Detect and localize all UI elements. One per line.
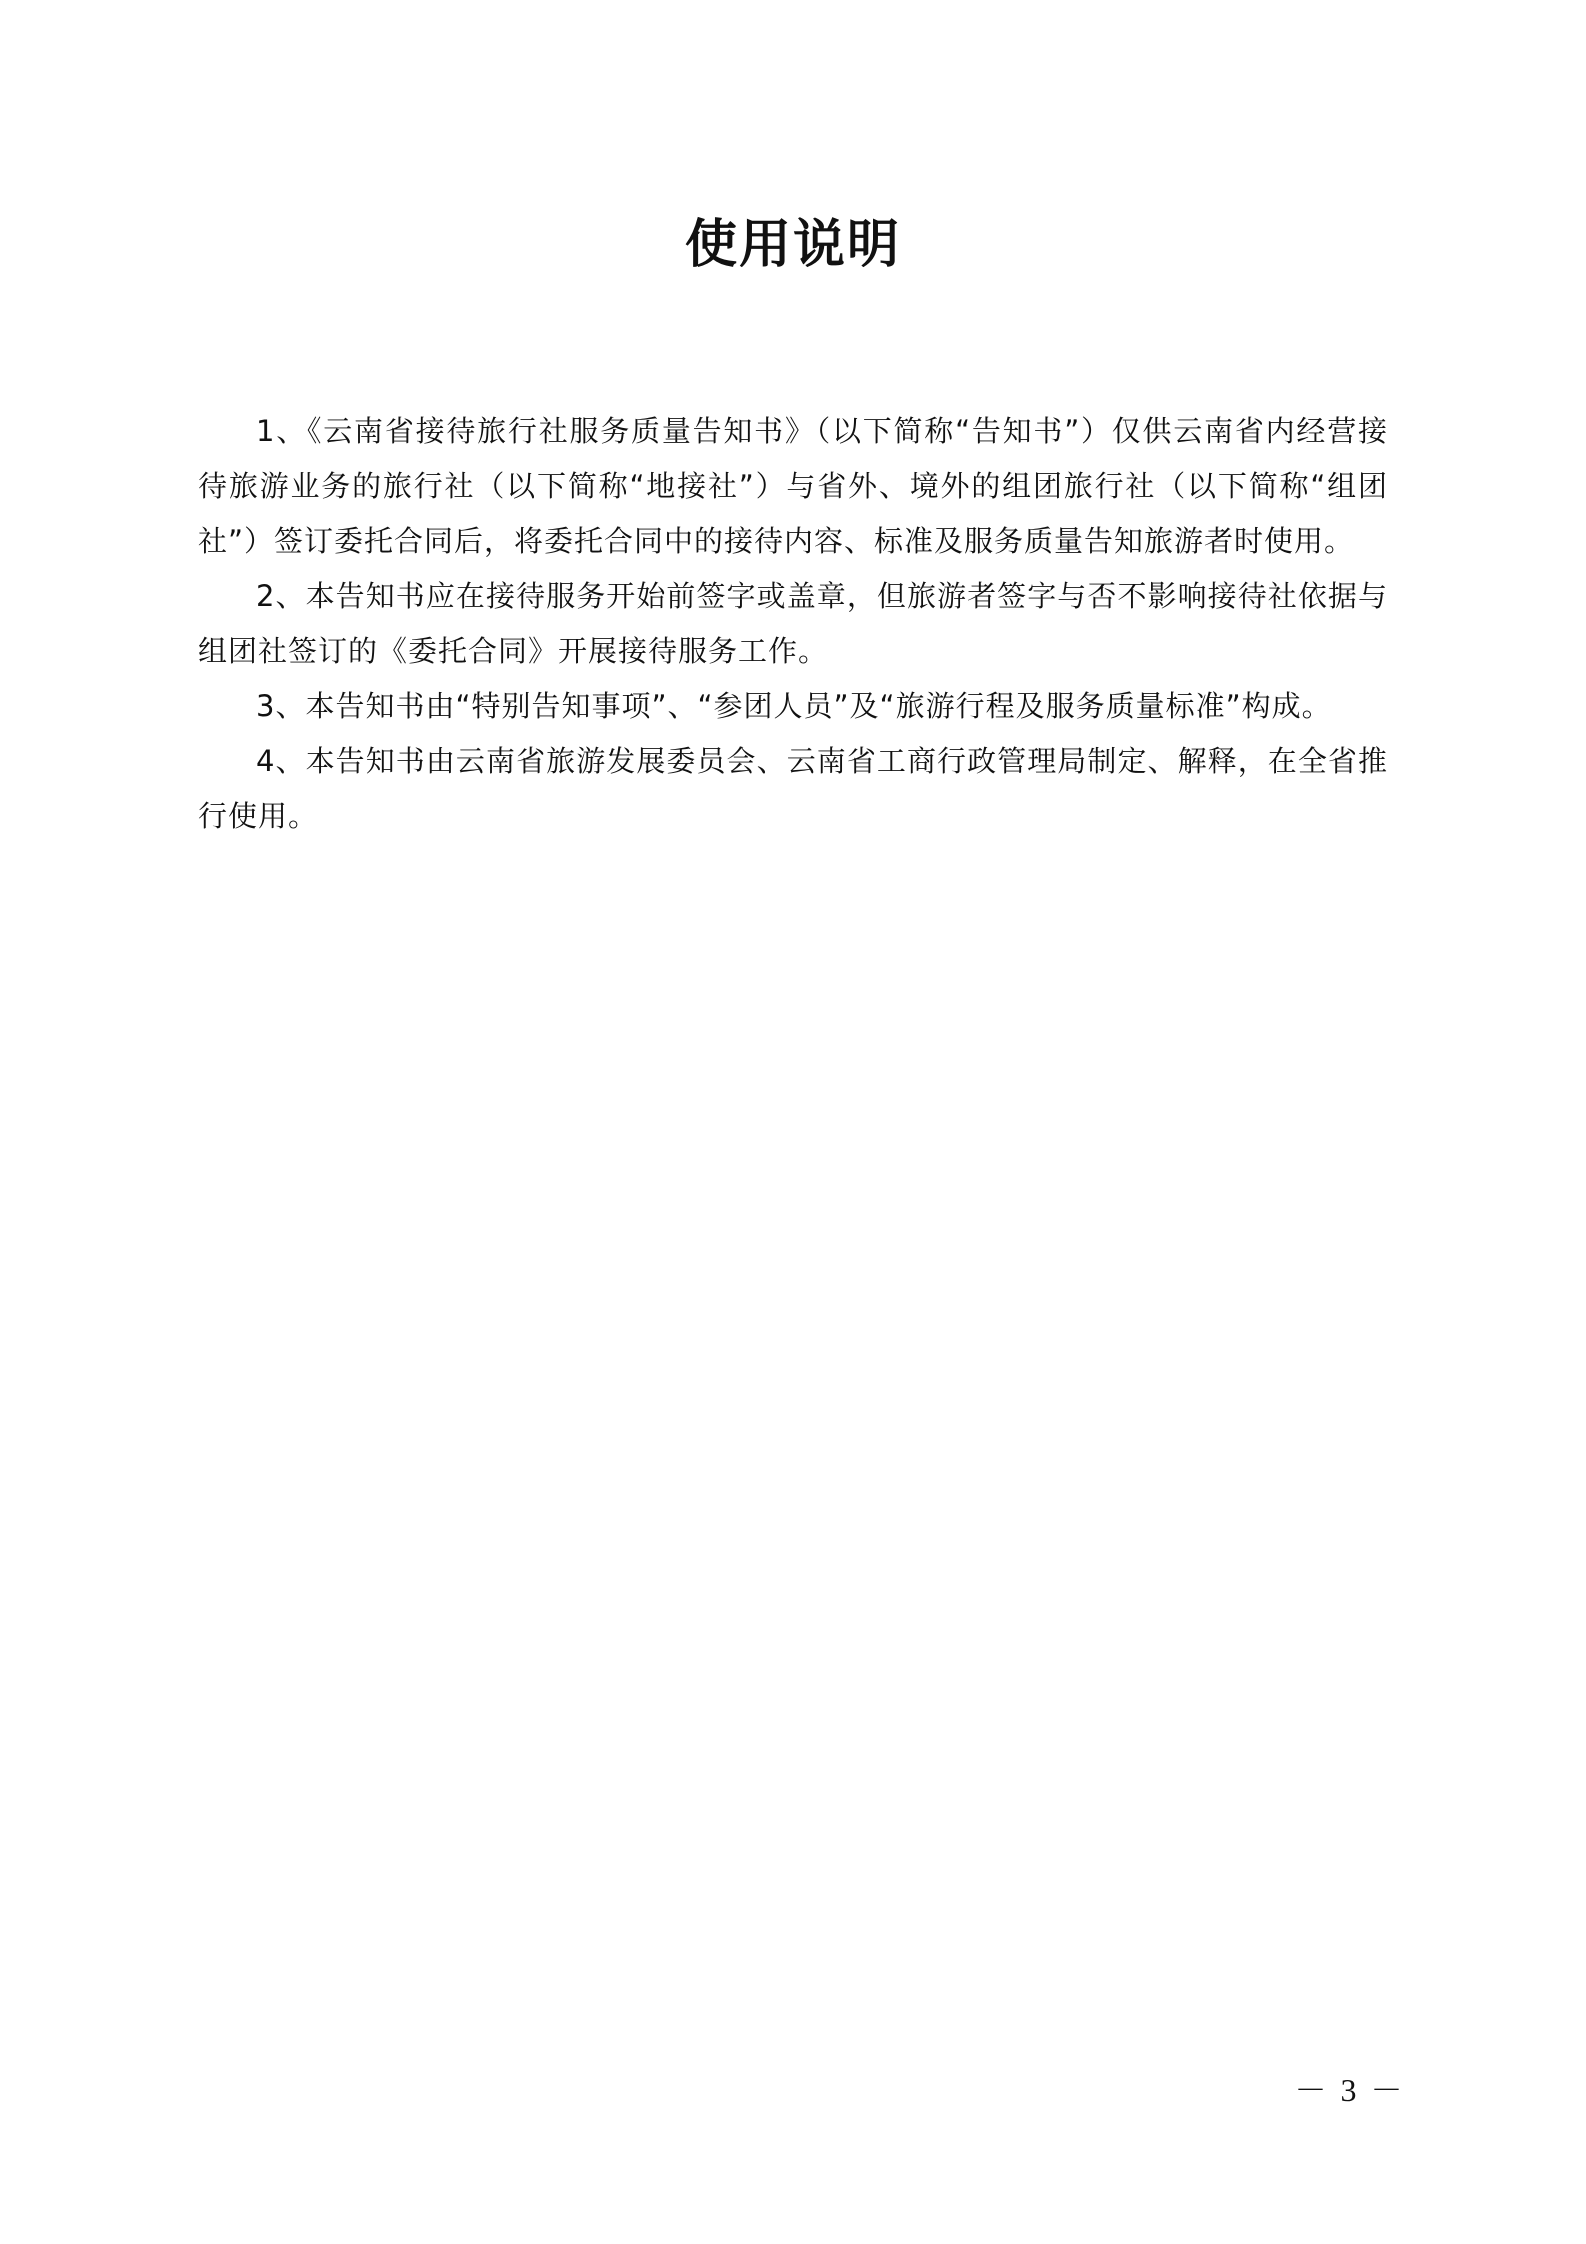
paragraph-1: 1、《云南省接待旅行社服务质量告知书》（以下简称“告知书”）仅供云南省内经营接待旅游业务的旅行社（以下简称“地接社”）与省外、境外的组团旅行社（以下简称“组团社”）签订委托合同后，将委托合同中的接待内容、标准及服务质量告知旅游者时使用。 [198, 414, 1388, 558]
page-number: － 3 － [1294, 2072, 1406, 2108]
paragraph-2: 2、本告知书应在接待服务开始前签字或盖章，但旅游者签字与否不影响接待社依据与组团社签订的《委托合同》开展接待服务工作。 [198, 579, 1388, 668]
page-title: 使用说明 [684, 215, 901, 275]
instructions-body [198, 404, 1388, 844]
paragraph-3: 3、本告知书由“特别告知事项”、“参团人员”及“旅游行程及服务质量标准”构成。 [256, 689, 1332, 723]
paragraph-4: 4、本告知书由云南省旅游发展委员会、云南省工商行政管理局制定、解释，在全省推行使用。 [198, 744, 1388, 833]
